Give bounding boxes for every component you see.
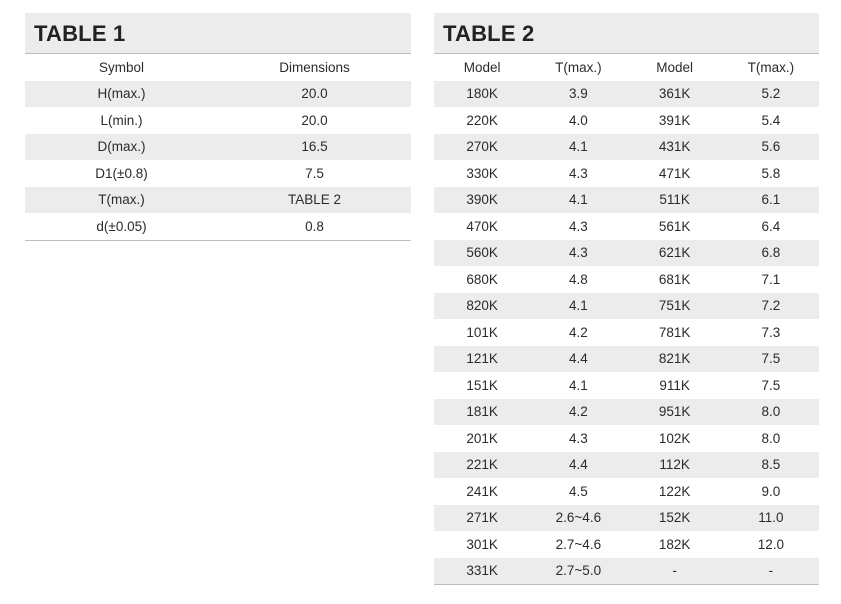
model-cell: 471K [658,165,691,181]
table-row [434,346,819,373]
table-row [434,187,819,214]
symbol-cell: D(max.) [25,134,218,161]
table-row [434,425,819,452]
column-header-t-max: T(max.) [747,59,795,75]
t-max-cell: - [723,558,819,585]
model-cell: 951K [627,399,723,426]
table-row [434,81,819,108]
t-max-cell: 4.3 [568,218,588,234]
t-max-cell: 4.4 [530,452,626,479]
t-max-cell: 6.8 [723,240,819,267]
t-max-cell: 7.5 [723,346,819,373]
table-row [434,505,819,532]
model-cell: 391K [658,112,691,128]
t-max-cell: 7.2 [723,293,819,320]
model-cell: 112K [627,452,723,479]
model-cell: 390K [434,187,530,214]
model-cell: 361K [627,81,723,108]
t-max-cell: 4.3 [530,240,626,267]
model-cell: 781K [658,324,691,340]
table-2-grid [434,54,819,585]
t-max-cell: 8.0 [723,399,819,426]
symbol-cell: L(min.) [100,112,143,128]
t-max-cell: 4.1 [530,134,626,161]
model-cell: 511K [627,187,723,214]
t-max-cell: 11.0 [723,505,819,532]
t-max-cell: 8.5 [723,452,819,479]
table-row [434,134,819,161]
t-max-cell: 7.3 [761,324,781,340]
table-row [434,319,819,346]
symbol-cell: D1(±0.8) [95,165,148,181]
table-1-title: TABLE 1 [25,13,411,54]
t-max-cell: 7.5 [761,377,781,393]
model-cell: - [627,558,723,585]
table-row [434,240,819,267]
table-row [25,107,411,134]
symbol-cell: H(max.) [25,81,218,108]
model-cell: 470K [466,218,498,234]
t-max-cell: 6.4 [761,218,781,234]
table-row [434,478,819,505]
t-max-cell: 5.6 [723,134,819,161]
symbol-cell: T(max.) [25,187,218,214]
model-cell: 122K [658,483,691,499]
dimension-cell: 7.5 [305,165,324,181]
table-row [434,213,819,240]
t-max-cell: 3.9 [530,81,626,108]
table-row [434,558,819,585]
t-max-cell: 4.1 [530,187,626,214]
table-row [434,160,819,187]
model-cell: 911K [659,377,690,393]
column-header-model: Model [656,59,694,75]
model-cell: 180K [434,81,530,108]
table-row [434,452,819,479]
column-header-model: Model [463,59,501,75]
t-max-cell: 4.2 [568,324,588,340]
model-cell: 151K [466,377,498,393]
model-cell: 301K [466,536,498,552]
model-cell: 431K [627,134,723,161]
dimension-cell: 16.5 [218,134,411,161]
dimension-cell: 20.0 [301,112,328,128]
dimension-cell: 0.8 [218,213,411,240]
model-cell: 182K [658,536,691,552]
dimension-cell: TABLE 2 [218,187,411,214]
t-max-cell: 4.1 [568,377,588,393]
model-cell: 241K [466,483,498,499]
model-cell: 102K [658,430,691,446]
model-cell: 330K [466,165,498,181]
table-row [434,372,819,399]
t-max-cell: 9.0 [761,483,781,499]
model-cell: 560K [434,240,530,267]
table-row [25,134,411,161]
model-cell: 101K [466,324,498,340]
t-max-cell: 4.1 [530,293,626,320]
t-max-cell: 2.7~5.0 [530,558,626,585]
t-max-cell: 4.5 [568,483,588,499]
model-cell: 621K [627,240,723,267]
t-max-cell: 5.8 [761,165,781,181]
table-row [434,531,819,558]
model-cell: 331K [434,558,530,585]
table-2 [434,13,819,585]
dimension-cell: 20.0 [218,81,411,108]
t-max-cell: 6.1 [723,187,819,214]
column-header-symbol: Symbol [98,59,144,75]
t-max-cell: 4.2 [530,399,626,426]
table-row [25,81,411,108]
table-1-grid [25,54,411,241]
t-max-cell: 7.1 [761,271,781,287]
table-2-title: TABLE 2 [434,13,819,54]
model-cell: 751K [627,293,723,320]
table-2-header-row [434,54,819,81]
t-max-cell: 2.6~4.6 [530,505,626,532]
column-header-dimensions: Dimensions [279,59,350,75]
table-1-header-row [25,54,411,81]
t-max-cell: 4.0 [568,112,588,128]
model-cell: 181K [434,399,530,426]
t-max-cell: 4.3 [568,165,588,181]
t-max-cell: 4.8 [568,271,588,287]
model-cell: 680K [466,271,498,287]
model-cell: 152K [627,505,723,532]
table-row [434,399,819,426]
table-row [25,160,411,187]
t-max-cell: 5.4 [761,112,781,128]
model-cell: 820K [434,293,530,320]
model-cell: 220K [466,112,498,128]
model-cell: 561K [658,218,691,234]
table-row [434,293,819,320]
t-max-cell: 4.3 [568,430,588,446]
table-row [434,266,819,293]
table-row [25,213,411,240]
table-row [434,107,819,134]
model-cell: 271K [434,505,530,532]
model-cell: 201K [466,430,498,446]
column-header-t-max: T(max.) [555,59,602,75]
t-max-cell: 4.4 [530,346,626,373]
model-cell: 121K [434,346,530,373]
symbol-cell: d(±0.05) [25,213,218,240]
t-max-cell: 12.0 [757,536,785,552]
t-max-cell: 2.7~4.6 [555,536,602,552]
model-cell: 821K [627,346,723,373]
table-1 [25,13,411,241]
model-cell: 270K [434,134,530,161]
t-max-cell: 8.0 [761,430,781,446]
model-cell: 681K [658,271,691,287]
t-max-cell: 5.2 [723,81,819,108]
table-row [25,187,411,214]
model-cell: 221K [434,452,530,479]
